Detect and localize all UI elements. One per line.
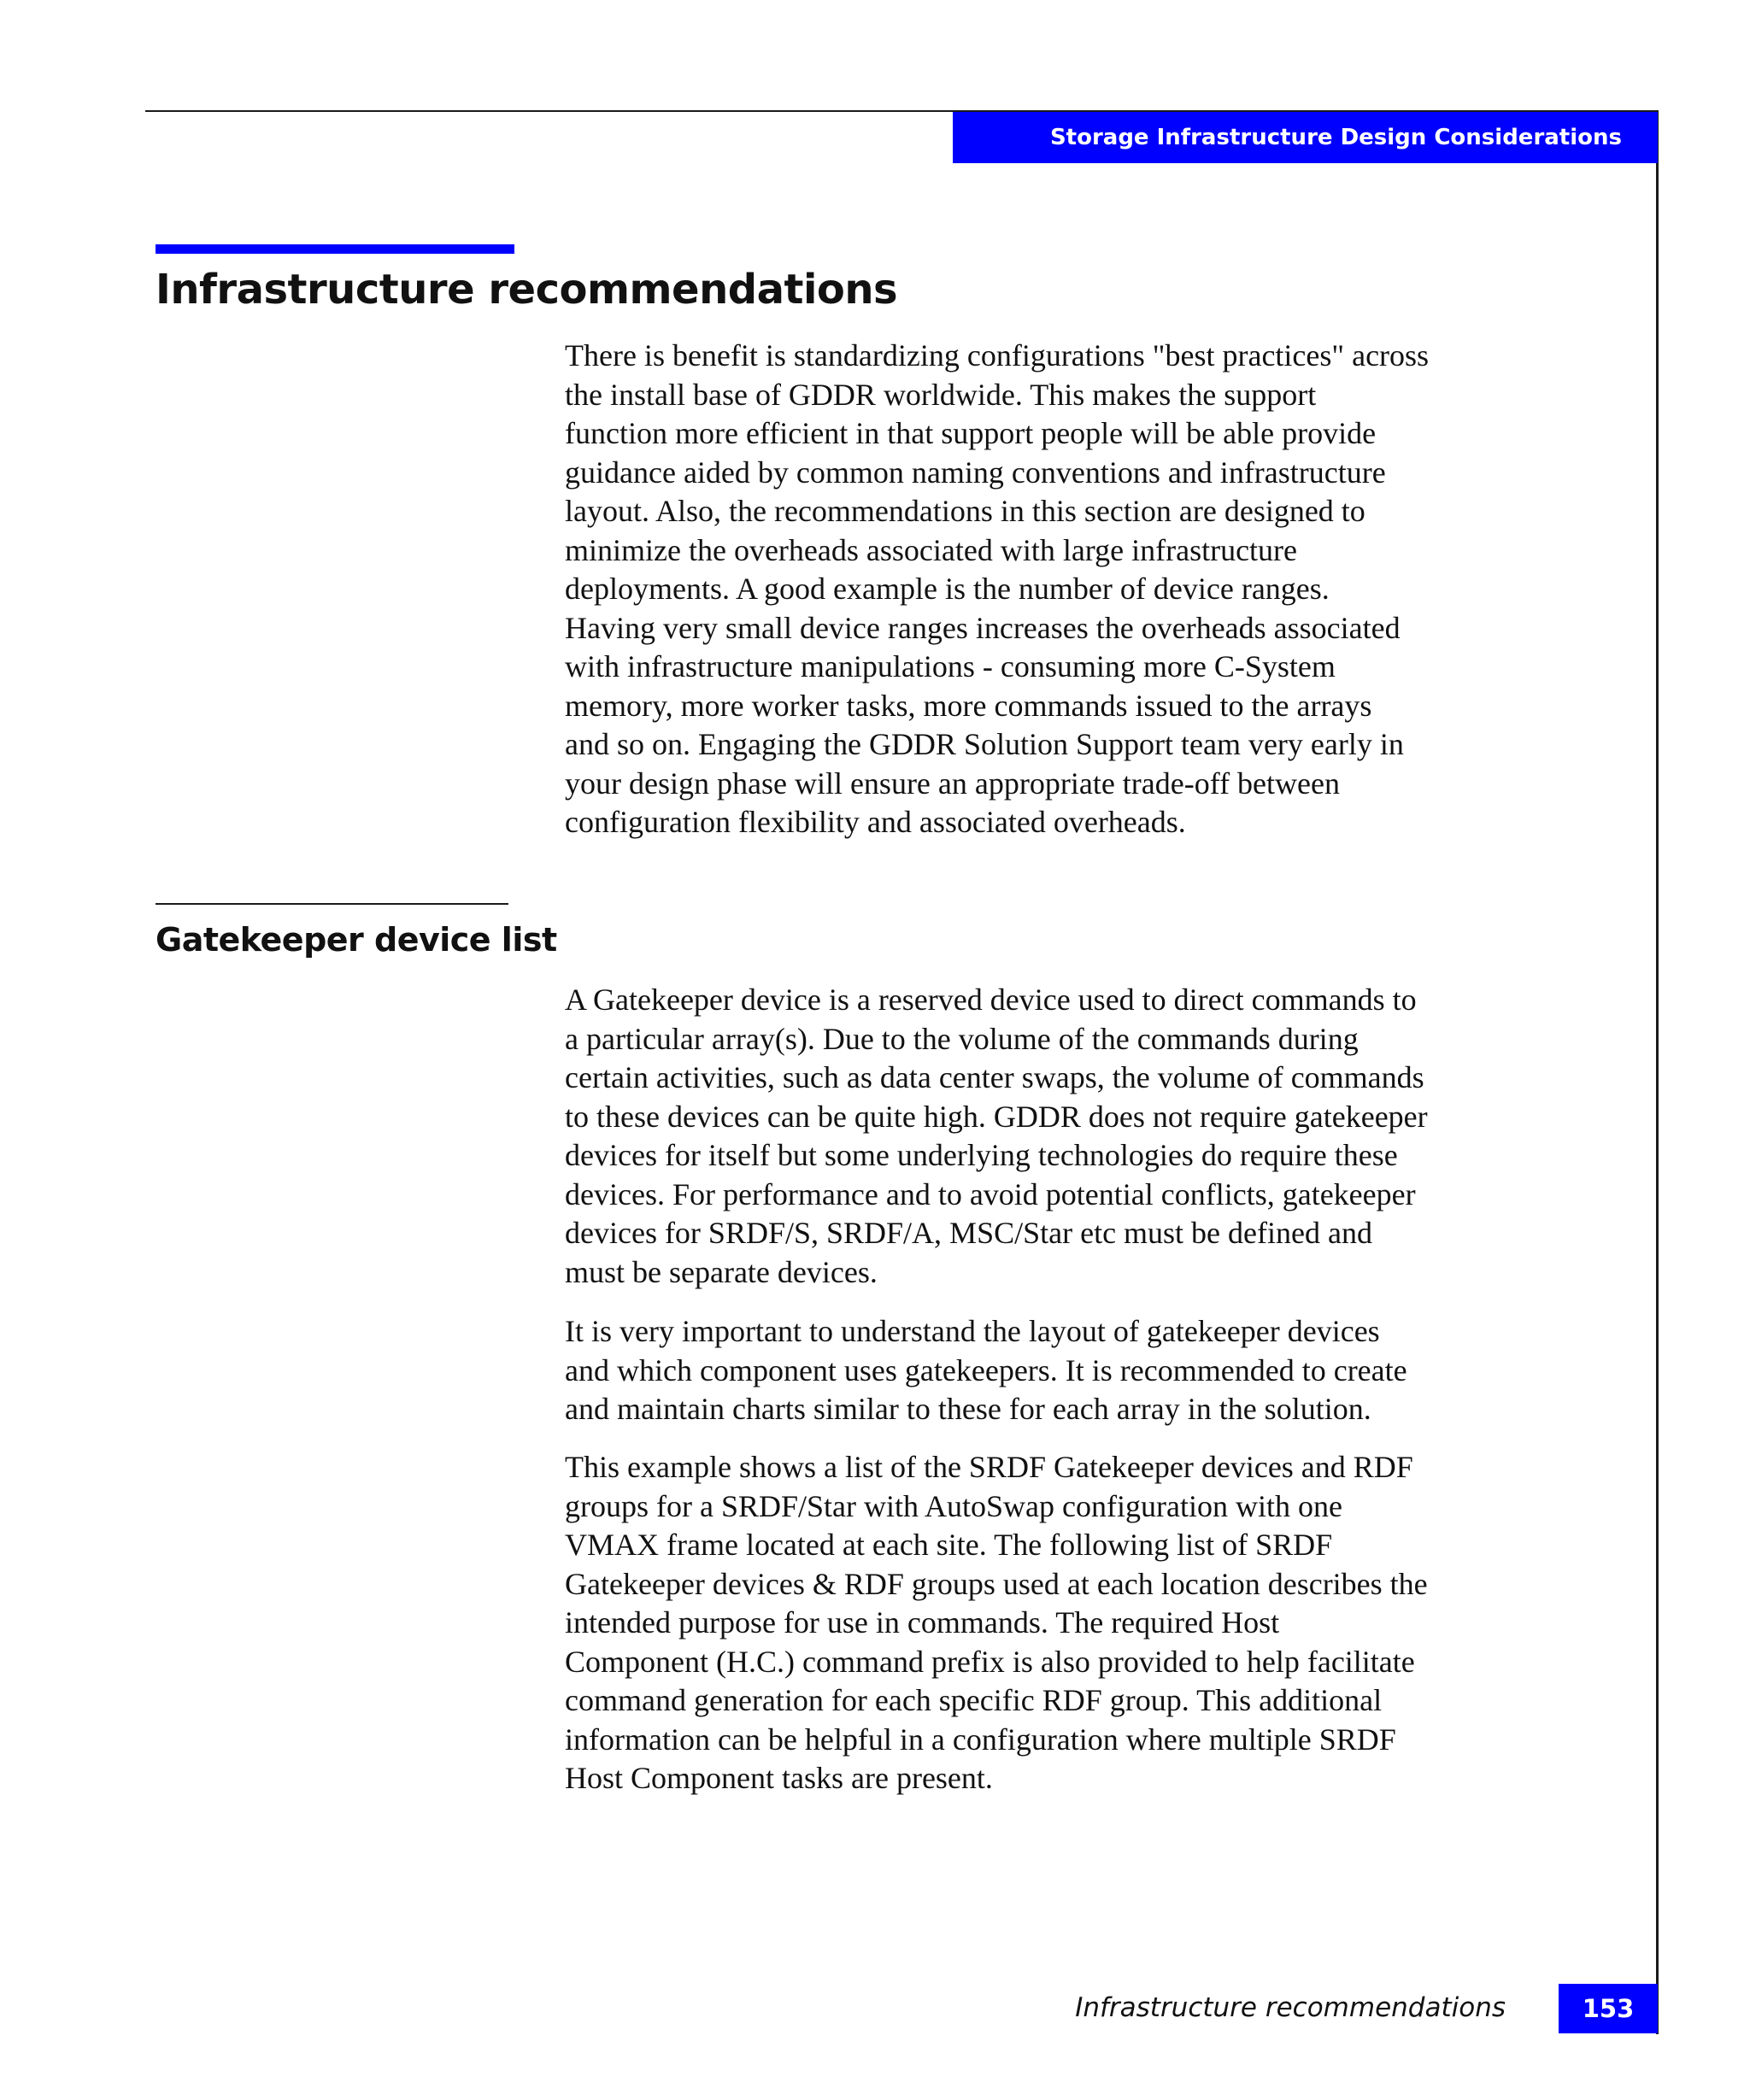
subsection-paragraph-3: This example shows a list of the SRDF Gatekeeper devices and RDF groups for a SRDF/Star with AutoSwap configuration with one VMAX frame located at each site. The following list of SRDF Gatekeeper devices & RDF groups used at each location describes the intended purpose for use in commands. The required Host Component (H.C.) command prefix is also provided to help facilitate command generation for each specific RDF group. This additional information can be helpful in a configuration where multiple SRDF Host Component tasks are present.: [565, 1450, 1428, 1795]
section-paragraph: There is benefit is standardizing configurations "best practices" across the install base of GDDR worldwide. This makes the support function more efficient in that support people will be able provide guidance aided by common naming conventions and infrastructure layout. Also, the recommendations in this section are designed to minimize the overheads associated with large infrastructure deployments. A good example is the number of device ranges. Having very small device ranges increases the overheads associated with infrastructure manipulations - consuming more C-System memory, more worker tasks, more commands issued to the arrays and so on. Engaging the GDDR Solution Support team very early in your design phase will ensure an appropriate trade-off between configuration flexibility and associated overheads.: [565, 338, 1430, 839]
page-number: 153: [1559, 1984, 1658, 2033]
section-heading-bar: [156, 244, 514, 254]
subsection-paragraph-1: A Gatekeeper device is a reserved device used to direct commands to a particular array(s). Due to the volume of the commands during certain activities, such as data center swaps, the volume of commands to these devices can be quite high. GDDR does not require gatekeeper devices for itself but some underlying technologies do require these devices. For performance and to avoid potential conflicts, gatekeeper devices for SRDF/S, SRDF/A, MSC/Star etc must be defined and must be separate devices.: [565, 983, 1428, 1289]
section-title: Infrastructure recommendations: [156, 266, 898, 314]
chapter-header-tab: Storage Infrastructure Design Considerations: [953, 112, 1658, 163]
subsection-rule: [156, 903, 508, 905]
subsection-paragraph-2: It is very important to understand the layout of gatekeeper devices and which component uses gatekeepers. It is recommended to create and maintain charts similar to these for each array in the solution.: [565, 1314, 1407, 1426]
subsection-title: Gatekeeper device list: [156, 921, 557, 959]
footer-section-name: Infrastructure recommendations: [1075, 1992, 1506, 2023]
right-margin-rule: [1656, 110, 1659, 2034]
